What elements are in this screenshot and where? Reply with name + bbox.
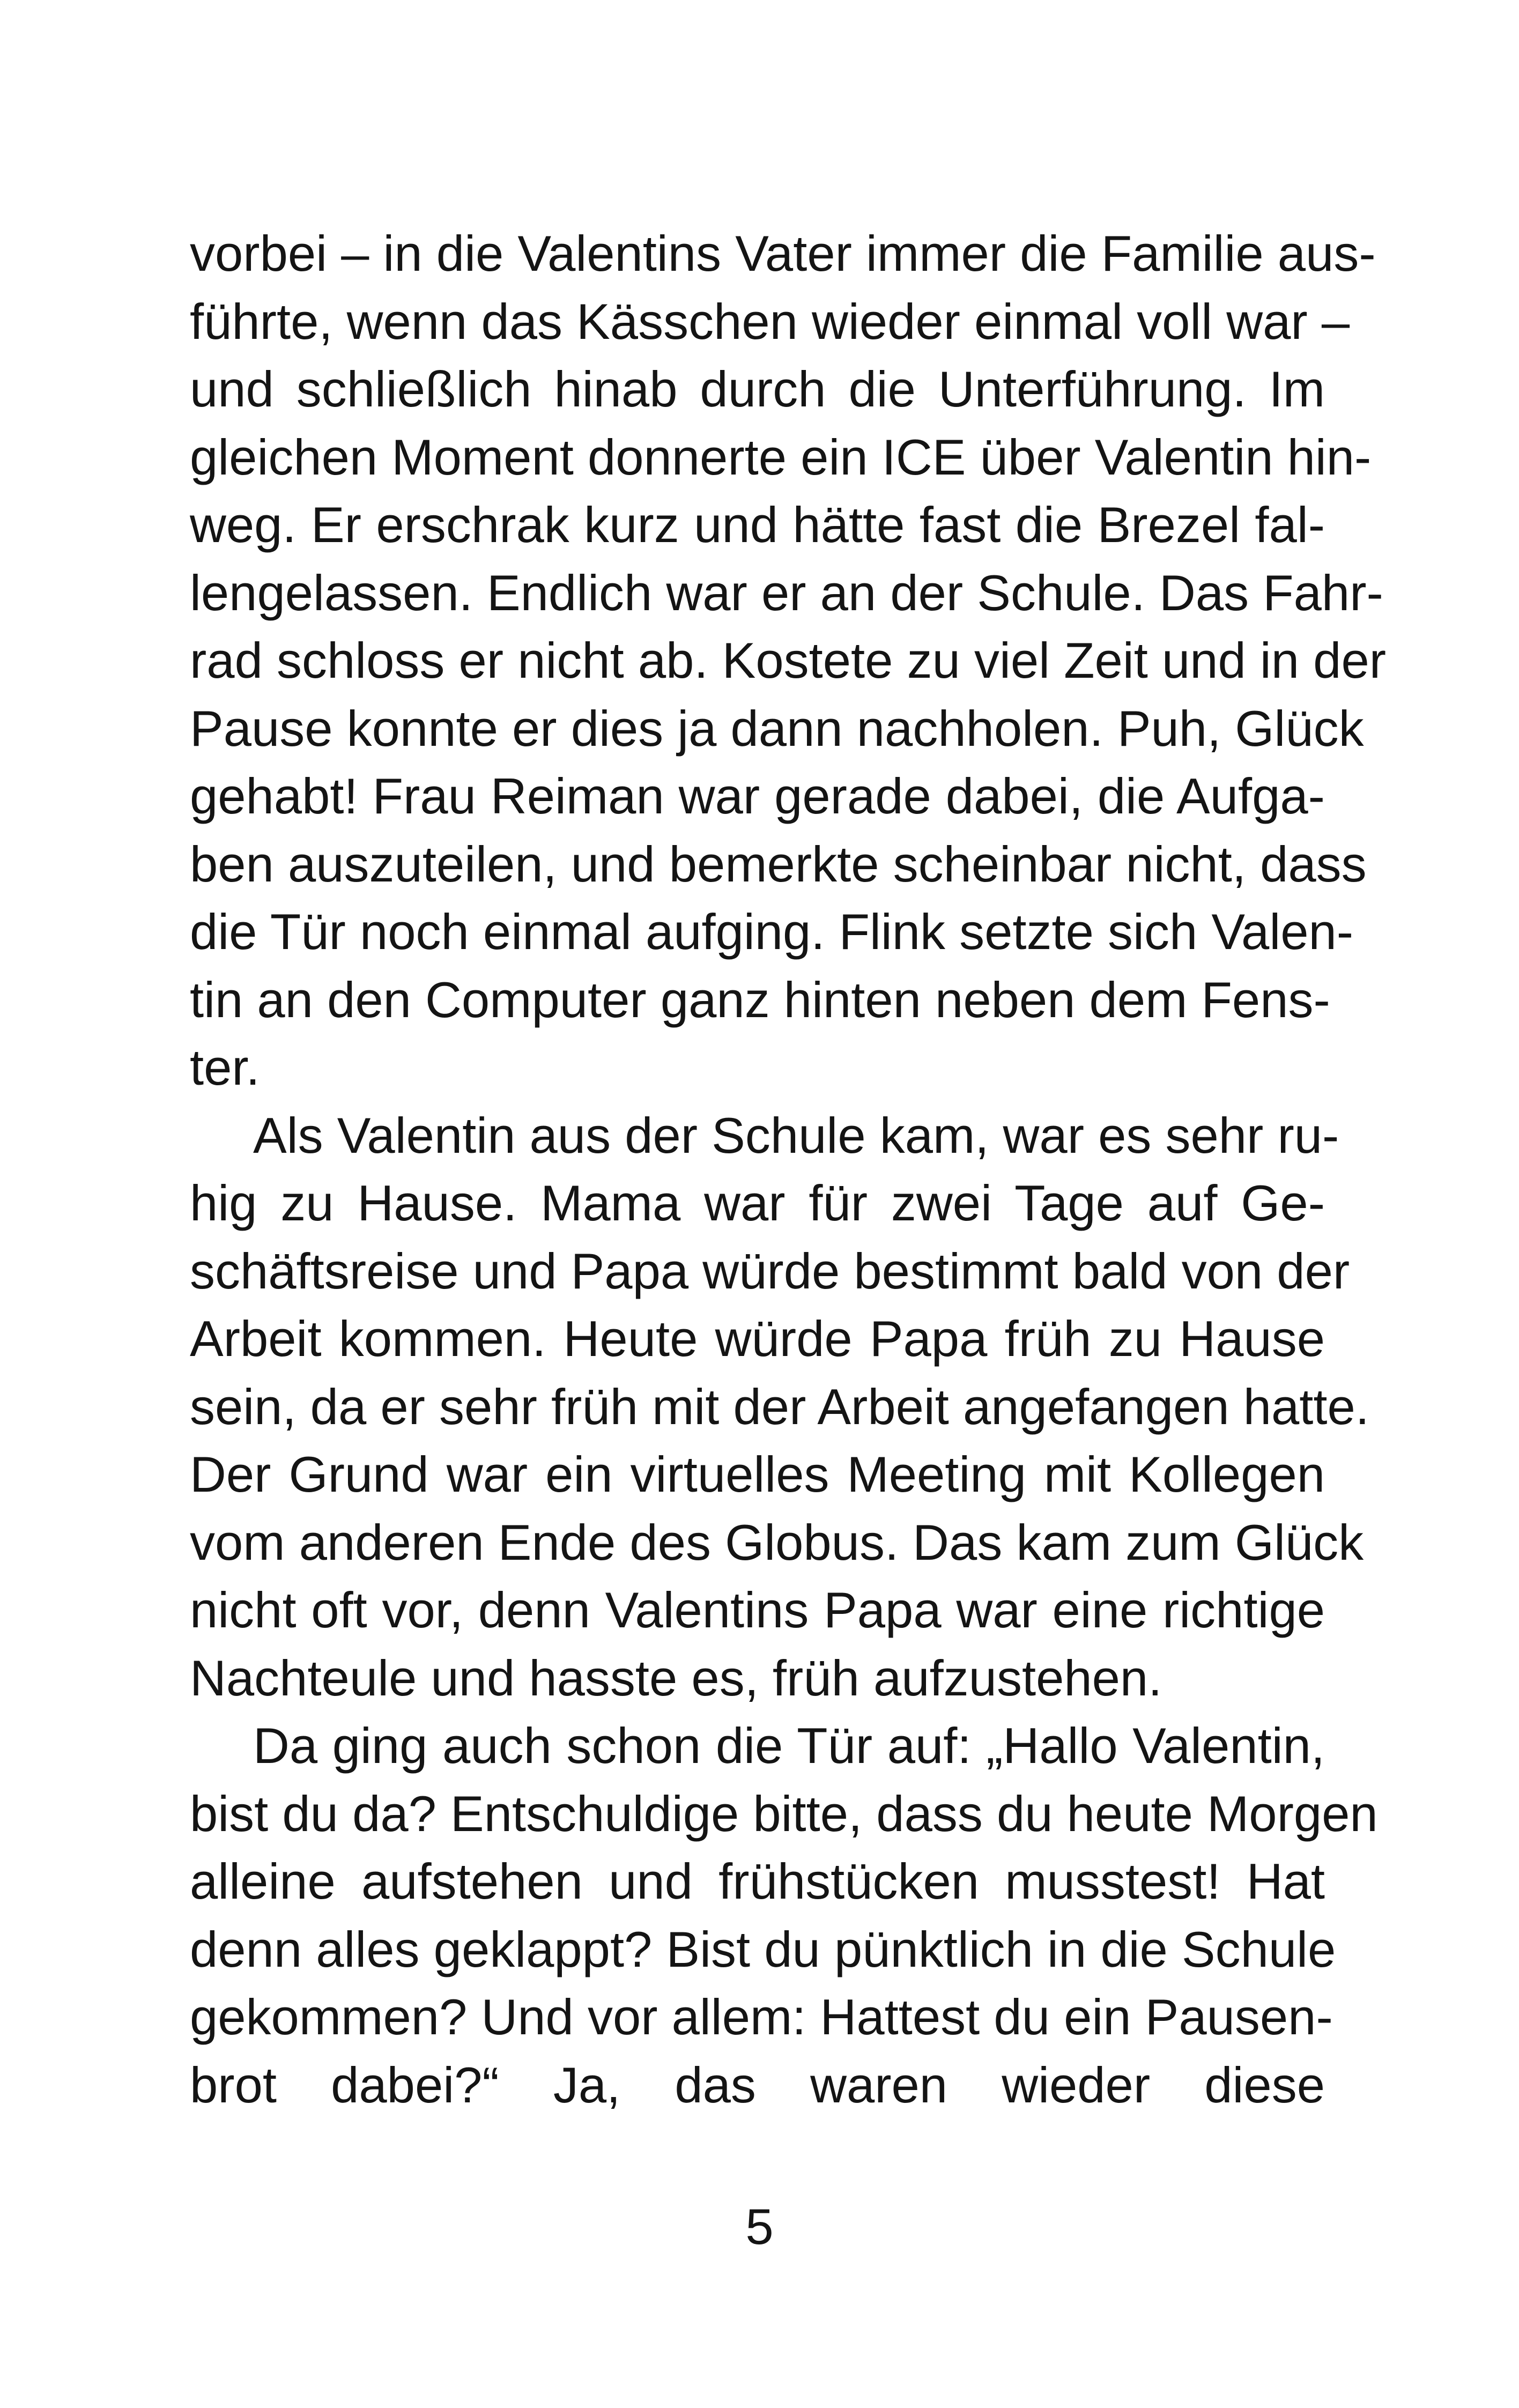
text-line: brot dabei?“ Ja, das waren wieder diese [190,2056,1325,2113]
text-line: bist du da? Entschuldige bitte, dass du heute Morgen [190,1785,1378,1842]
text-line: Der Grund war ein virtuelles Meeting mit Kollegen [190,1446,1325,1502]
text-line: Pause konnte er dies ja dann nachholen. Puh, Glück [190,700,1364,757]
text-line: Da ging auch schon die Tür auf: „Hallo Valentin, [253,1717,1325,1774]
text-line: und schließlich hinab durch die Unterführung. Im [190,361,1325,417]
text-line: Als Valentin aus der Schule kam, war es sehr ru- [253,1107,1339,1164]
text-line: denn alles geklappt? Bist du pünktlich in die Schule [190,1921,1336,1977]
body-text [190,220,1387,2119]
text-line: nicht oft vor, denn Valentins Papa war eine richtige [190,1582,1325,1638]
text-line: Nachteule und hasste es, früh aufzustehen. [190,1649,1162,1706]
text-line: gehabt! Frau Reiman war gerade dabei, die Aufga- [190,768,1325,824]
text-line: sein, da er sehr früh mit der Arbeit angefangen hatte. [190,1378,1369,1435]
text-line: gleichen Moment donnerte ein ICE über Valentin hin- [190,428,1372,485]
page-number: 5 [745,2198,774,2255]
text-line: ben auszuteilen, und bemerkte scheinbar nicht, dass [190,835,1367,892]
text-line: hig zu Hause. Mama war für zwei Tage auf Ge- [190,1175,1325,1231]
text-line: Arbeit kommen. Heute würde Papa früh zu Hause [190,1310,1325,1367]
text-line: schäftsreise und Papa würde bestimmt bald von der [190,1242,1350,1299]
text-line: gekommen? Und vor allem: Hattest du ein Pausen- [190,1989,1333,2045]
text-line: alleine aufstehen und frühstücken musstest! Hat [190,1853,1325,1909]
text-line: lengelassen. Endlich war er an der Schule. Das Fahr- [190,564,1383,621]
text-line: tin an den Computer ganz hinten neben dem Fens- [190,971,1330,1028]
text-line: vom anderen Ende des Globus. Das kam zum Glück [190,1514,1364,1570]
text-line: weg. Er erschrak kurz und hätte fast die Brezel fal- [190,497,1325,553]
text-line: führte, wenn das Kässchen wieder einmal voll war – [190,293,1350,350]
text-line: die Tür noch einmal aufging. Flink setzte sich Valen- [190,903,1354,960]
text-line: rad schloss er nicht ab. Kostete zu viel Zeit und in der [190,632,1387,688]
text-line: ter. [190,1039,260,1095]
text-line: vorbei – in die Valentins Vater immer die Familie aus- [190,225,1376,281]
